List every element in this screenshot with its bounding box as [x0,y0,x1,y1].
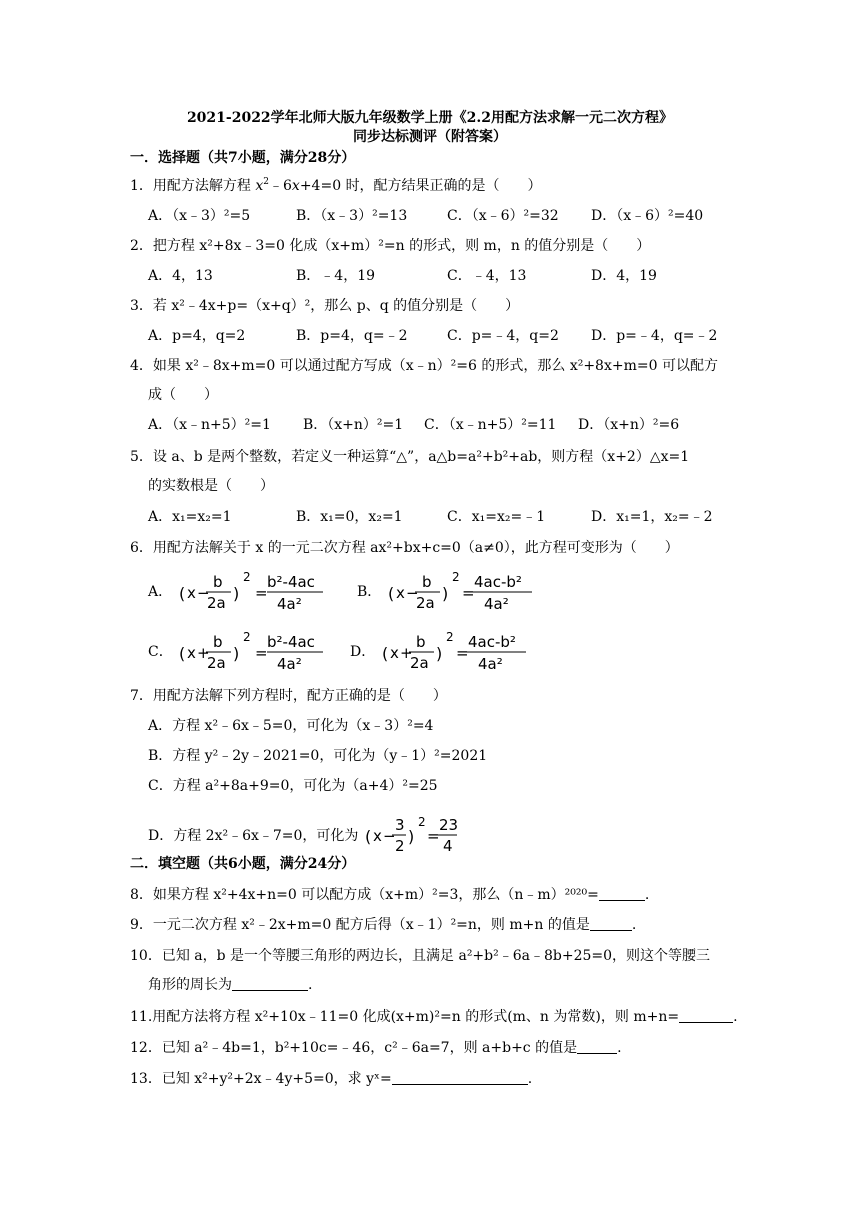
formula-denominator: 4a² [477,655,503,673]
option-d[interactable]: D． ( x + b 2a ) 2 = 4ac-b² 4a² [350,627,540,677]
option-b[interactable]: B．﹣4，19 [296,268,376,284]
option-b[interactable]: B．（x﹣3）²=13 [296,208,408,224]
question-5-stem-cont: 的实数根是（ ） [148,478,274,494]
formula-option-b [386,567,546,617]
svg-text:): ) [435,644,442,663]
formula-denominator: 4a² [277,655,302,673]
svg-text:−: − [196,584,210,602]
question-2-stem: 2．把方程 x²+8x﹣3=0 化成（x+m）²=n 的形式，则 m，n 的值分别是（ ） [130,238,651,254]
question-4-stem: 4．如果 x²﹣8x+m=0 可以通过配方写成（x﹣n）²=6 的形式，那么 x²+8x+m=0 可以配方 [130,358,718,374]
svg-text:(: ( [179,644,186,663]
question-3-options [148,325,717,347]
svg-text:=: = [255,644,268,662]
svg-text:+: + [197,644,210,662]
question-10: 10．已知 a，b 是一个等腰三角形的两边长，且满足 a²+b²﹣6a﹣8b+25=0，则这个等腰三 [130,948,711,964]
formula-b: b [213,633,223,651]
question-10-cont: 角形的周长为 . [148,977,313,993]
option-a[interactable]: A．4，13 [148,268,213,284]
formula-2a: 2a [207,654,226,672]
formula-x: x [372,827,382,845]
formula-x: x [395,584,405,602]
section-heading-fill: 二．填空题（共6小题，满分24分） [130,856,356,872]
formula-q7-d [363,814,463,858]
formula-square: 2 [451,570,460,584]
question-5-options [148,506,713,528]
option-c[interactable]: C．x₁=x₂=﹣1 [447,509,546,525]
option-c[interactable]: C．p=﹣4，q=2 [447,328,559,344]
formula-x: x [187,644,197,662]
option-a[interactable]: A．p=4，q=2 [148,328,246,344]
formula-x: x [389,644,399,662]
svg-text:=: = [455,644,469,662]
formula-square: 2 [417,815,426,829]
question-4-options [148,414,679,436]
formula-option-c [177,627,337,677]
answer-blank[interactable] [599,886,645,901]
option-b[interactable]: B．方程 y²﹣2y﹣2021=0，可化为（y﹣1）²=2021 [148,748,488,764]
option-d[interactable]: D．p=﹣4，q=﹣2 [591,328,718,344]
question-3-stem: 3．若 x²﹣4x+p=（x+q）²，那么 p、q 的值分别是（ ） [130,298,520,314]
option-a[interactable]: A．方程 x²﹣6x﹣5=0，可化为（x﹣3）²=4 [148,718,434,734]
option-d[interactable]: D．方程 2x²﹣6x﹣7=0，可化为 ( x − 3 2 ) 2 = 23 4 [148,814,463,858]
formula-x: x [186,584,196,602]
formula-option-d [380,627,540,677]
answer-blank[interactable] [577,1039,617,1054]
option-d[interactable]: D．（x﹣6）²=40 [591,208,704,224]
formula-numerator: 4ac-b² [467,633,516,651]
formula-2a: 2a [206,594,226,612]
formula-numerator: 3 [394,816,405,834]
question-7-stem: 7．用配方法解下列方程时，配方正确的是（ ） [130,688,447,704]
svg-text:−: − [382,827,396,845]
question-11: 11.用配方法将方程 x²+10x﹣11=0 化成(x+m)²=n 的形式(m、n 为常数)，则 m+n= . [130,1009,738,1025]
svg-text:): ) [407,827,415,846]
doc-subtitle: 同步达标测评（附答案） [353,129,507,145]
svg-text:): ) [233,644,240,663]
option-a[interactable]: A． ( x − b 2a ) 2 = b²-4ac 4a² [148,567,337,617]
question-1-stem: 1．用配方法解方程 $x^2﹣6x+4=0$ 时，配方结果正确的是（ ） [130,177,542,194]
question-13: 13．已知 x²+y²+2x﹣4y+5=0，求 yˣ= . [130,1071,533,1087]
formula-b: b [421,573,432,591]
option-c[interactable]: C．方程 a²+8a+9=0，可化为（a+4）²=25 [148,778,438,794]
answer-blank[interactable] [679,1008,733,1023]
svg-text:(: ( [381,644,388,663]
formula-denominator: 4a² [483,595,509,613]
svg-text:=: = [254,584,268,602]
formula-2a: 2a [415,594,435,612]
formula-numerator: b²-4ac [267,633,316,651]
option-a[interactable]: A．（x﹣3）²=5 [148,208,251,224]
formula-square: 2 [242,570,251,584]
question-4-stem-cont: 成（ ） [148,387,218,403]
formula-numerator: b²-4ac [266,573,315,591]
option-c[interactable]: C．﹣4，13 [447,268,527,284]
option-d[interactable]: D．4，19 [591,268,657,284]
formula-square: 2 [243,630,251,644]
section-heading-choice: 一．选择题（共7小题，满分28分） [130,150,356,166]
question-2-options [148,265,657,287]
svg-text:(: ( [387,584,394,603]
question-12: 12．已知 a²﹣4b=1，b²+10c=﹣46，c²﹣6a=7，则 a+b+c 的值是 . [130,1040,622,1056]
formula-numerator: 4ac-b² [473,573,522,591]
question-5-stem: 5．设 a、b 是两个整数，若定义一种运算“△”，a△b=a²+b²+ab，则方程（x+2）△x=1 [130,449,690,465]
answer-blank[interactable] [232,976,308,991]
answer-blank[interactable] [590,916,632,931]
svg-text:=: = [461,584,475,602]
formula-denominator: 2 [394,837,405,855]
option-a[interactable]: A．x₁=x₂=1 [148,509,232,525]
question-1-options [148,205,703,227]
svg-text:): ) [441,584,448,603]
formula-b: b [415,633,426,651]
option-b[interactable]: B．x₁=0，x₂=1 [296,509,403,525]
option-c[interactable]: C．（x﹣6）²=32 [447,208,559,224]
option-a[interactable]: A．（x﹣n+5）²=1 [148,417,271,433]
option-d[interactable]: D．（x+n）²=6 [578,417,680,433]
svg-text:(: ( [364,827,372,846]
option-d[interactable]: D．x₁=1，x₂=﹣2 [591,509,713,525]
formula-square: 2 [445,630,454,644]
formula-rhs-denominator: 4 [442,837,453,855]
formula-b: b [212,573,223,591]
svg-text:): ) [232,584,239,603]
answer-blank[interactable] [392,1070,528,1085]
question-6-stem: 6．用配方法解关于 x 的一元二次方程 ax²+bx+c=0（a≠0），此方程可变形为（ ） [130,540,679,556]
svg-text:(: ( [178,584,185,603]
question-9: 9．一元二次方程 x²﹣2x+m=0 配方后得（x﹣1）²=n，则 m+n 的值是 . [130,917,637,933]
option-c[interactable]: C． ( x + b 2a ) 2 = b²-4ac 4a² [148,627,337,677]
option-b[interactable]: B．（x+n）²=1 [303,417,404,433]
question-8: 8．如果方程 x²+4x+n=0 可以配方成（x+m）²=3，那么（n﹣m）²⁰²⁰= . [130,887,650,903]
option-c[interactable]: C．（x﹣n+5）²=11 [424,417,557,433]
doc-title: 2021-2022学年北师大版九年级数学上册《2.2用配方法求解一元二次方程》 [186,110,674,126]
option-b[interactable]: B． ( x − b 2a ) 2 = 4ac-b² 4a² [357,567,546,617]
formula-2a: 2a [409,654,429,672]
option-b[interactable]: B．p=4，q=﹣2 [296,328,408,344]
svg-text:=: = [426,827,440,845]
svg-text:−: − [405,584,419,602]
formula-option-a [177,567,337,617]
svg-text:+: + [399,644,413,662]
formula-denominator: 4a² [276,595,302,613]
formula-rhs-numerator: 23 [438,816,458,834]
